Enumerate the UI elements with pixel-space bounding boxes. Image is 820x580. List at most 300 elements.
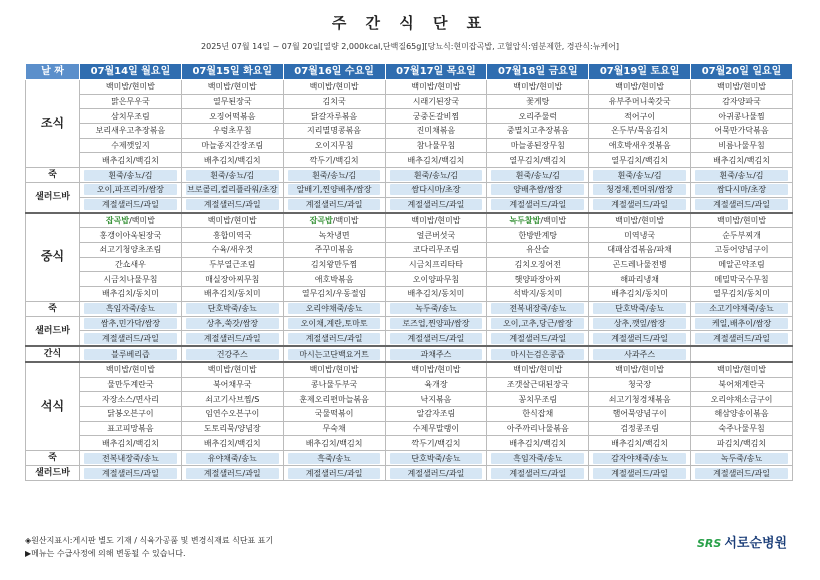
menu-item: 아귀콩나물찜 (691, 109, 793, 124)
menu-item: 미역냉국 (589, 228, 691, 243)
menu-item-cell (283, 316, 385, 331)
menu-item: 배추김치/동치미 (80, 286, 182, 301)
breakfast-salad-row (26, 183, 793, 198)
menu-item: 흰죽/송뇨/김 (593, 170, 686, 181)
rice-suffix: /백미밥 (129, 215, 155, 225)
menu-item-cell (385, 331, 487, 346)
menu-item: 오이지무침 (283, 138, 385, 153)
menu-item-cell (385, 451, 487, 466)
menu-item: 중멸치고추장볶음 (487, 124, 589, 139)
menu-item: 오리주물럭 (487, 109, 589, 124)
menu-item-cell (691, 197, 793, 212)
menu-item: 브로콜리,컬리플라워/초장 (187, 185, 278, 195)
menu-item: 배추김치/백김치 (487, 436, 589, 451)
menu-item: 국물떡볶이 (283, 407, 385, 422)
breakfast-salad-row-label: 샐러드바 (35, 192, 70, 203)
menu-row (26, 436, 793, 451)
menu-item: 홍갱이아욱된장국 (80, 228, 182, 243)
menu-item: 케일,배추이/쌈장 (695, 318, 788, 329)
menu-item-cell (80, 183, 182, 198)
menu-item: 아주까리나물볶음 (487, 421, 589, 436)
menu-item: 어묵만가닥볶음 (691, 124, 793, 139)
menu-item-cell (181, 466, 283, 481)
menu-item: 궁중돈갈비찜 (385, 109, 487, 124)
menu-item: 숙주나물무침 (691, 421, 793, 436)
menu-item: 메밀막국수무침 (691, 272, 793, 287)
menu-item: 흰죽/송뇨/김 (288, 170, 381, 181)
menu-item-cell (589, 183, 691, 198)
menu-item-cell (589, 466, 691, 481)
menu-item-cell (691, 331, 793, 346)
menu-item: 백미밥/현미밥 (385, 362, 487, 377)
menu-item: 계절샐러드/과일 (593, 468, 686, 479)
menu-item-cell (487, 466, 589, 481)
menu-item-cell (691, 451, 793, 466)
menu-item: 콩나물두부국 (283, 377, 385, 392)
menu-item: 두부열근조림 (181, 257, 283, 272)
menu-item: 햄어묵양념구이 (589, 407, 691, 422)
menu-item: 백미밥/현미밥 (589, 213, 691, 228)
menu-item (487, 213, 589, 228)
menu-item: 백미밥/현미밥 (283, 362, 385, 377)
hospital-logo (697, 532, 787, 551)
menu-item: 흰죽/송뇨/김 (390, 170, 483, 181)
menu-item-cell (385, 466, 487, 481)
menu-item-cell (283, 197, 385, 212)
dinner-salad-row-label-cell (26, 466, 80, 481)
menu-item: 백미밥/현미밥 (385, 80, 487, 95)
menu-item: 백미밥/현미밥 (80, 80, 182, 95)
menu-row (26, 407, 793, 422)
menu-item: 꽁치무조림 (487, 392, 589, 407)
menu-item: 백미밥/현미밥 (181, 213, 283, 228)
menu-item: 흑죽/송뇨 (288, 453, 381, 464)
menu-item: 간쇼새우 (80, 257, 182, 272)
snack-item: 사과주스 (593, 349, 686, 360)
lunch-salad-row-label-cell (26, 316, 80, 346)
change-notice: ▶메뉴는 수급사정에 의해 변동될 수 있습니다. (25, 549, 186, 558)
breakfast-porridge-row-label: 죽 (48, 170, 57, 181)
menu-item: 흑임자죽/송뇨 (84, 303, 177, 314)
menu-item: 백미밥/현미밥 (487, 80, 589, 95)
menu-row (26, 213, 793, 228)
menu-item: 임연수오븐구이 (181, 407, 283, 422)
grain-rice-highlight: 잡곡밥 (309, 215, 333, 225)
menu-item: 소고기야채죽/송뇨 (695, 303, 788, 314)
rice-suffix: /백미밥 (332, 215, 359, 225)
menu-item: 배추김치/백김치 (589, 436, 691, 451)
menu-item: 깍두기/백김치 (283, 153, 385, 168)
snack-item-cell (487, 346, 589, 362)
menu-item: 열무김치/백김치 (589, 153, 691, 168)
menu-item-cell (691, 301, 793, 316)
menu-item-cell (385, 301, 487, 316)
day-header: 07월18일 금요일 (487, 64, 589, 80)
menu-item-cell (385, 183, 487, 198)
menu-item: 얼큰버섯국 (385, 228, 487, 243)
menu-row (26, 228, 793, 243)
menu-item: 배추김치/백김치 (181, 153, 283, 168)
menu-item: 계절샐러드/과일 (491, 199, 584, 210)
grain-rice-highlight: 잡곡밥 (105, 215, 130, 225)
menu-item-cell (181, 301, 283, 316)
menu-item: 계절샐러드/과일 (288, 333, 381, 344)
menu-item: 계절샐러드/과일 (288, 199, 381, 210)
menu-item: 북어채계란국 (691, 377, 793, 392)
menu-item: 시금치나물무침 (80, 272, 182, 287)
snack-label-cell (26, 346, 80, 362)
menu-item: 코다리무조림 (385, 242, 487, 257)
menu-item: 수육/새우젓 (181, 242, 283, 257)
menu-item-cell (80, 451, 182, 466)
menu-item: 애호박새우젓볶음 (589, 138, 691, 153)
menu-item: 조갯살근대된장국 (487, 377, 589, 392)
menu-item: 상추,쑥갓/쌈장 (186, 318, 279, 329)
menu-item: 쇠고기사브찜/S (181, 392, 283, 407)
menu-item: 백미밥/현미밥 (80, 362, 182, 377)
snack-item-cell (80, 346, 182, 362)
logo-text: 서로순병원 (724, 536, 788, 551)
menu-row (26, 124, 793, 139)
menu-item: 계절샐러드/과일 (491, 333, 584, 344)
menu-item-cell (80, 168, 182, 183)
menu-item-cell (589, 316, 691, 331)
menu-row (26, 94, 793, 109)
menu-item-cell (487, 168, 589, 183)
menu-item-cell (589, 331, 691, 346)
menu-item-cell (283, 301, 385, 316)
menu-item: 대패삼겹볶음/파채 (589, 242, 691, 257)
menu-item: 표고피망볶음 (80, 421, 182, 436)
menu-row (26, 138, 793, 153)
menu-item (283, 213, 385, 228)
menu-item-cell (589, 451, 691, 466)
menu-item: 북어채무국 (181, 377, 283, 392)
menu-item: 로즈업,찐양파/쌈장 (390, 318, 483, 329)
header-row (26, 64, 793, 80)
menu-row (26, 80, 793, 95)
menu-item: 백미밥/현미밥 (283, 80, 385, 95)
lunch-label: 중식 (40, 249, 65, 264)
menu-item: 흑임자죽/송뇨 (491, 453, 584, 464)
menu-item: 검정콩조림 (589, 421, 691, 436)
origin-notice: ◈원산지표시:게시판 별도 기재 / 식육가공품 및 변경식재료 식단표 표기 (25, 536, 274, 545)
menu-item: 김치오징어전 (487, 257, 589, 272)
menu-item: 백미밥/현미밥 (691, 80, 793, 95)
menu-item: 백미밥/현미밥 (181, 80, 283, 95)
menu-item: 백미밥/현미밥 (691, 362, 793, 377)
menu-item: 김치왕만두찜 (283, 257, 385, 272)
breakfast-porridge-row (26, 168, 793, 183)
menu-item-cell (80, 331, 182, 346)
menu-row (26, 272, 793, 287)
menu-item: 알감자조림 (385, 407, 487, 422)
menu-item: 해파리냉채 (589, 272, 691, 287)
menu-item-cell (283, 331, 385, 346)
menu-item: 계절샐러드/과일 (186, 199, 279, 210)
breakfast-salad-row-2 (26, 197, 793, 212)
menu-item: 계절샐러드/과일 (84, 333, 177, 344)
menu-item (80, 213, 182, 228)
menu-item-cell (691, 316, 793, 331)
menu-item: 양배추쌈/쌈장 (491, 184, 584, 195)
menu-item: 쌈다시마/초장 (390, 184, 483, 195)
snack-label: 간식 (43, 349, 62, 359)
menu-item-cell (385, 168, 487, 183)
menu-item: 백미밥/현미밥 (385, 213, 487, 228)
menu-item: 녹두죽/송뇨 (695, 453, 788, 464)
menu-item: 계절샐러드/과일 (491, 468, 584, 479)
menu-item: 오이양파무침 (385, 272, 487, 287)
menu-item: 깍두기/백김치 (385, 436, 487, 451)
menu-item-cell (691, 168, 793, 183)
menu-item-cell (283, 168, 385, 183)
menu-item: 배추김치/백김치 (283, 436, 385, 451)
lunch-porridge-row (26, 301, 793, 316)
menu-item: 유야채죽/송뇨 (186, 453, 279, 464)
snack-item: 마시는고단백요거트 (288, 349, 381, 360)
menu-item: 열무김치/백김치 (487, 153, 589, 168)
menu-item: 곤드레나물전병 (589, 257, 691, 272)
day-header: 07월17일 목요일 (385, 64, 487, 80)
menu-item: 무숙채 (283, 421, 385, 436)
menu-item: 열무김치/우동절임 (283, 286, 385, 301)
menu-item: 한방반계탕 (487, 228, 589, 243)
menu-item: 수제무말랭이 (385, 421, 487, 436)
dinner-porridge-row-label: 죽 (48, 453, 57, 464)
menu-item: 주꾸미볶음 (283, 242, 385, 257)
day-header: 07월20일 일요일 (691, 64, 793, 80)
menu-item: 계절샐러드/과일 (390, 333, 483, 344)
breakfast-label-cell (26, 80, 80, 168)
snack-item: 과채주스 (390, 349, 483, 360)
menu-item-cell (385, 197, 487, 212)
date-header-label: 날 짜 (26, 64, 80, 80)
menu-item: 계절샐러드/과일 (84, 199, 177, 210)
menu-item: 녹차냉면 (283, 228, 385, 243)
day-header: 07월16일 수요일 (283, 64, 385, 80)
menu-item-cell (181, 451, 283, 466)
menu-item: 전복내장죽/송뇨 (491, 303, 584, 314)
menu-item: 녹두죽/송뇨 (390, 303, 483, 314)
lunch-salad-row-2 (26, 331, 793, 346)
menu-item: 석박지/동치미 (487, 286, 589, 301)
menu-item: 배추김치/백김치 (691, 153, 793, 168)
menu-item-cell (589, 168, 691, 183)
menu-item-cell (80, 466, 182, 481)
menu-item-cell (487, 301, 589, 316)
menu-item: 쇠고기청경채볶음 (589, 392, 691, 407)
menu-item: 수제깻잎지 (80, 138, 182, 153)
menu-item-cell (283, 466, 385, 481)
menu-item-cell (181, 197, 283, 212)
menu-item-cell (283, 451, 385, 466)
dinner-label-cell (26, 362, 80, 451)
snack-item-cell (181, 346, 283, 362)
menu-item: 흰죽/송뇨/김 (84, 170, 177, 181)
menu-row (26, 109, 793, 124)
menu-item: 쌈추,민가닥/쌈장 (84, 318, 177, 329)
menu-item: 참나물무침 (385, 138, 487, 153)
menu-item: 계절샐러드/과일 (390, 199, 483, 210)
snack-item: 건강주스 (186, 349, 279, 360)
menu-item: 계절샐러드/과일 (288, 468, 381, 479)
menu-item-cell (385, 316, 487, 331)
menu-item: 마늘종지간장조림 (181, 138, 283, 153)
lunch-salad-row (26, 316, 793, 331)
menu-item: 배추김치/백김치 (80, 436, 182, 451)
menu-item-cell (691, 466, 793, 481)
breakfast-porridge-row-label-cell (26, 168, 80, 183)
menu-item: 오이,고추,당근/쌈장 (491, 318, 584, 329)
menu-item: 배추김치/백김치 (385, 153, 487, 168)
snack-item-cell (385, 346, 487, 362)
menu-item: 보리새우고추장볶음 (80, 124, 182, 139)
menu-item-cell (487, 316, 589, 331)
snack-item-cell (589, 346, 691, 362)
menu-item: 진미채볶음 (385, 124, 487, 139)
menu-item-cell (487, 451, 589, 466)
menu-item-cell (283, 183, 385, 198)
menu-item: 쇠고기청양초조림 (80, 242, 182, 257)
menu-item: 해삼양송이볶음 (691, 407, 793, 422)
menu-row (26, 257, 793, 272)
lunch-porridge-row-label: 죽 (48, 303, 57, 314)
page-subtitle: 2025년 07월 14일 ~ 07월 20일[열량 2,000kcal,단백질65g][당뇨식:현미잡곡밥, 고혈압식:염분제한, 경관식:뉴케어] (201, 42, 619, 51)
menu-item: 마늘종된장무침 (487, 138, 589, 153)
menu-item: 배추김치/동치미 (385, 286, 487, 301)
menu-item: 우렁초무침 (181, 124, 283, 139)
menu-row (26, 421, 793, 436)
menu-row (26, 362, 793, 377)
menu-item: 유산슬 (487, 242, 589, 257)
menu-item-cell (487, 183, 589, 198)
menu-item: 도토리묵/양념장 (181, 421, 283, 436)
menu-item: 오리야채소금구이 (691, 392, 793, 407)
day-header: 07월14일 월요일 (80, 64, 182, 80)
menu-row (26, 153, 793, 168)
grain-rice-highlight: 녹두찰밥 (509, 215, 541, 225)
menu-item: 고등어양념구이 (691, 242, 793, 257)
menu-item-cell (181, 183, 283, 198)
menu-item: 햇양파장아찌 (487, 272, 589, 287)
menu-row (26, 286, 793, 301)
menu-item: 배추김치/동치미 (181, 286, 283, 301)
menu-item: 시금치프리타타 (385, 257, 487, 272)
menu-item-cell (80, 316, 182, 331)
menu-item: 적어구이 (589, 109, 691, 124)
menu-item-cell (80, 301, 182, 316)
menu-item: 단호박죽/송뇨 (186, 303, 279, 314)
dinner-porridge-row (26, 451, 793, 466)
menu-item: 닭갈자루볶음 (283, 109, 385, 124)
menu-item-cell (691, 183, 793, 198)
menu-item: 계절샐러드/과일 (593, 199, 686, 210)
menu-item: 열무된장국 (181, 94, 283, 109)
menu-item: 지리멸명콩볶음 (283, 124, 385, 139)
dinner-salad-row (26, 466, 793, 481)
menu-item: 흰죽/송뇨/김 (491, 170, 584, 181)
menu-item: 계절샐러드/과일 (695, 333, 788, 344)
menu-item: 시래기된장국 (385, 94, 487, 109)
menu-item-cell (181, 331, 283, 346)
snack-item-cell (283, 346, 385, 362)
menu-item: 배추김치/백김치 (181, 436, 283, 451)
menu-item: 계절샐러드/과일 (390, 468, 483, 479)
day-header: 07월15일 화요일 (181, 64, 283, 80)
menu-item: 매실장아찌무침 (181, 272, 283, 287)
menu-item: 감자양파국 (691, 94, 793, 109)
menu-item: 물만두계란국 (80, 377, 182, 392)
menu-item: 계절샐러드/과일 (186, 333, 279, 344)
menu-item: 백미밥/현미밥 (181, 362, 283, 377)
menu-item: 감자야채죽/송뇨 (593, 453, 686, 464)
breakfast-salad-row-label-cell (26, 183, 80, 213)
lunch-porridge-row-label-cell (26, 301, 80, 316)
menu-item: 열무김치/동치미 (691, 286, 793, 301)
menu-item-cell (487, 197, 589, 212)
menu-item: 맑은무우국 (80, 94, 182, 109)
menu-item: 백미밥/현미밥 (487, 362, 589, 377)
menu-item: 백미밥/현미밥 (589, 80, 691, 95)
menu-item: 흰죽/송뇨/김 (695, 170, 788, 181)
menu-item: 배추김치/동치미 (589, 286, 691, 301)
menu-item: 메알곤약조림 (691, 257, 793, 272)
rice-suffix: /백미밥 (540, 215, 567, 225)
menu-item: 계절샐러드/과일 (186, 468, 279, 479)
dinner-label: 석식 (40, 398, 65, 413)
menu-item: 한식잡채 (487, 407, 589, 422)
menu-item: 비름나물무침 (691, 138, 793, 153)
menu-row (26, 242, 793, 257)
menu-item: 삼치무조림 (80, 109, 182, 124)
menu-item: 순두부찌개 (691, 228, 793, 243)
menu-item-cell (181, 168, 283, 183)
menu-item: 유부주머니쑥갓국 (589, 94, 691, 109)
menu-item: 흥합미역국 (181, 228, 283, 243)
snack-row (26, 346, 793, 362)
menu-item: 훈제오리편마늘볶음 (283, 392, 385, 407)
menu-item: 상추,깻잎/쌈장 (593, 318, 686, 329)
menu-item: 쌈다시마/초장 (695, 184, 788, 195)
menu-item: 낙지볶음 (385, 392, 487, 407)
menu-item: 자장소스/면사리 (80, 392, 182, 407)
menu-item: 청국장 (589, 377, 691, 392)
menu-row (26, 377, 793, 392)
menu-item: 흰죽/송뇨/김 (186, 170, 279, 181)
menu-item: 오이채,계란,토마토 (288, 318, 381, 329)
dinner-salad-row-label: 샐러드바 (35, 468, 70, 479)
menu-item: 김치국 (283, 94, 385, 109)
menu-item: 계절샐러드/과일 (695, 468, 788, 479)
menu-item: 계절샐러드/과일 (593, 333, 686, 344)
page-title: 주 간 식 단 표 (331, 14, 489, 32)
dinner-porridge-row-label-cell (26, 451, 80, 466)
menu-item: 애호박볶음 (283, 272, 385, 287)
menu-item: 오이,파프리카/쌈장 (84, 184, 177, 195)
menu-item: 배추김치/백김치 (80, 153, 182, 168)
menu-item: 백미밥/현미밥 (691, 213, 793, 228)
snack-item-cell (691, 346, 793, 362)
menu-item-cell (589, 301, 691, 316)
menu-item: 꽃게탕 (487, 94, 589, 109)
menu-item: 계절샐러드/과일 (695, 199, 788, 210)
menu-item: 청경채,찐머위/쌈장 (593, 184, 686, 195)
menu-item: 오징어떡볶음 (181, 109, 283, 124)
lunch-label-cell (26, 213, 80, 302)
menu-item: 오리야채죽/송뇨 (288, 303, 381, 314)
menu-item: 계절샐러드/과일 (84, 468, 177, 479)
